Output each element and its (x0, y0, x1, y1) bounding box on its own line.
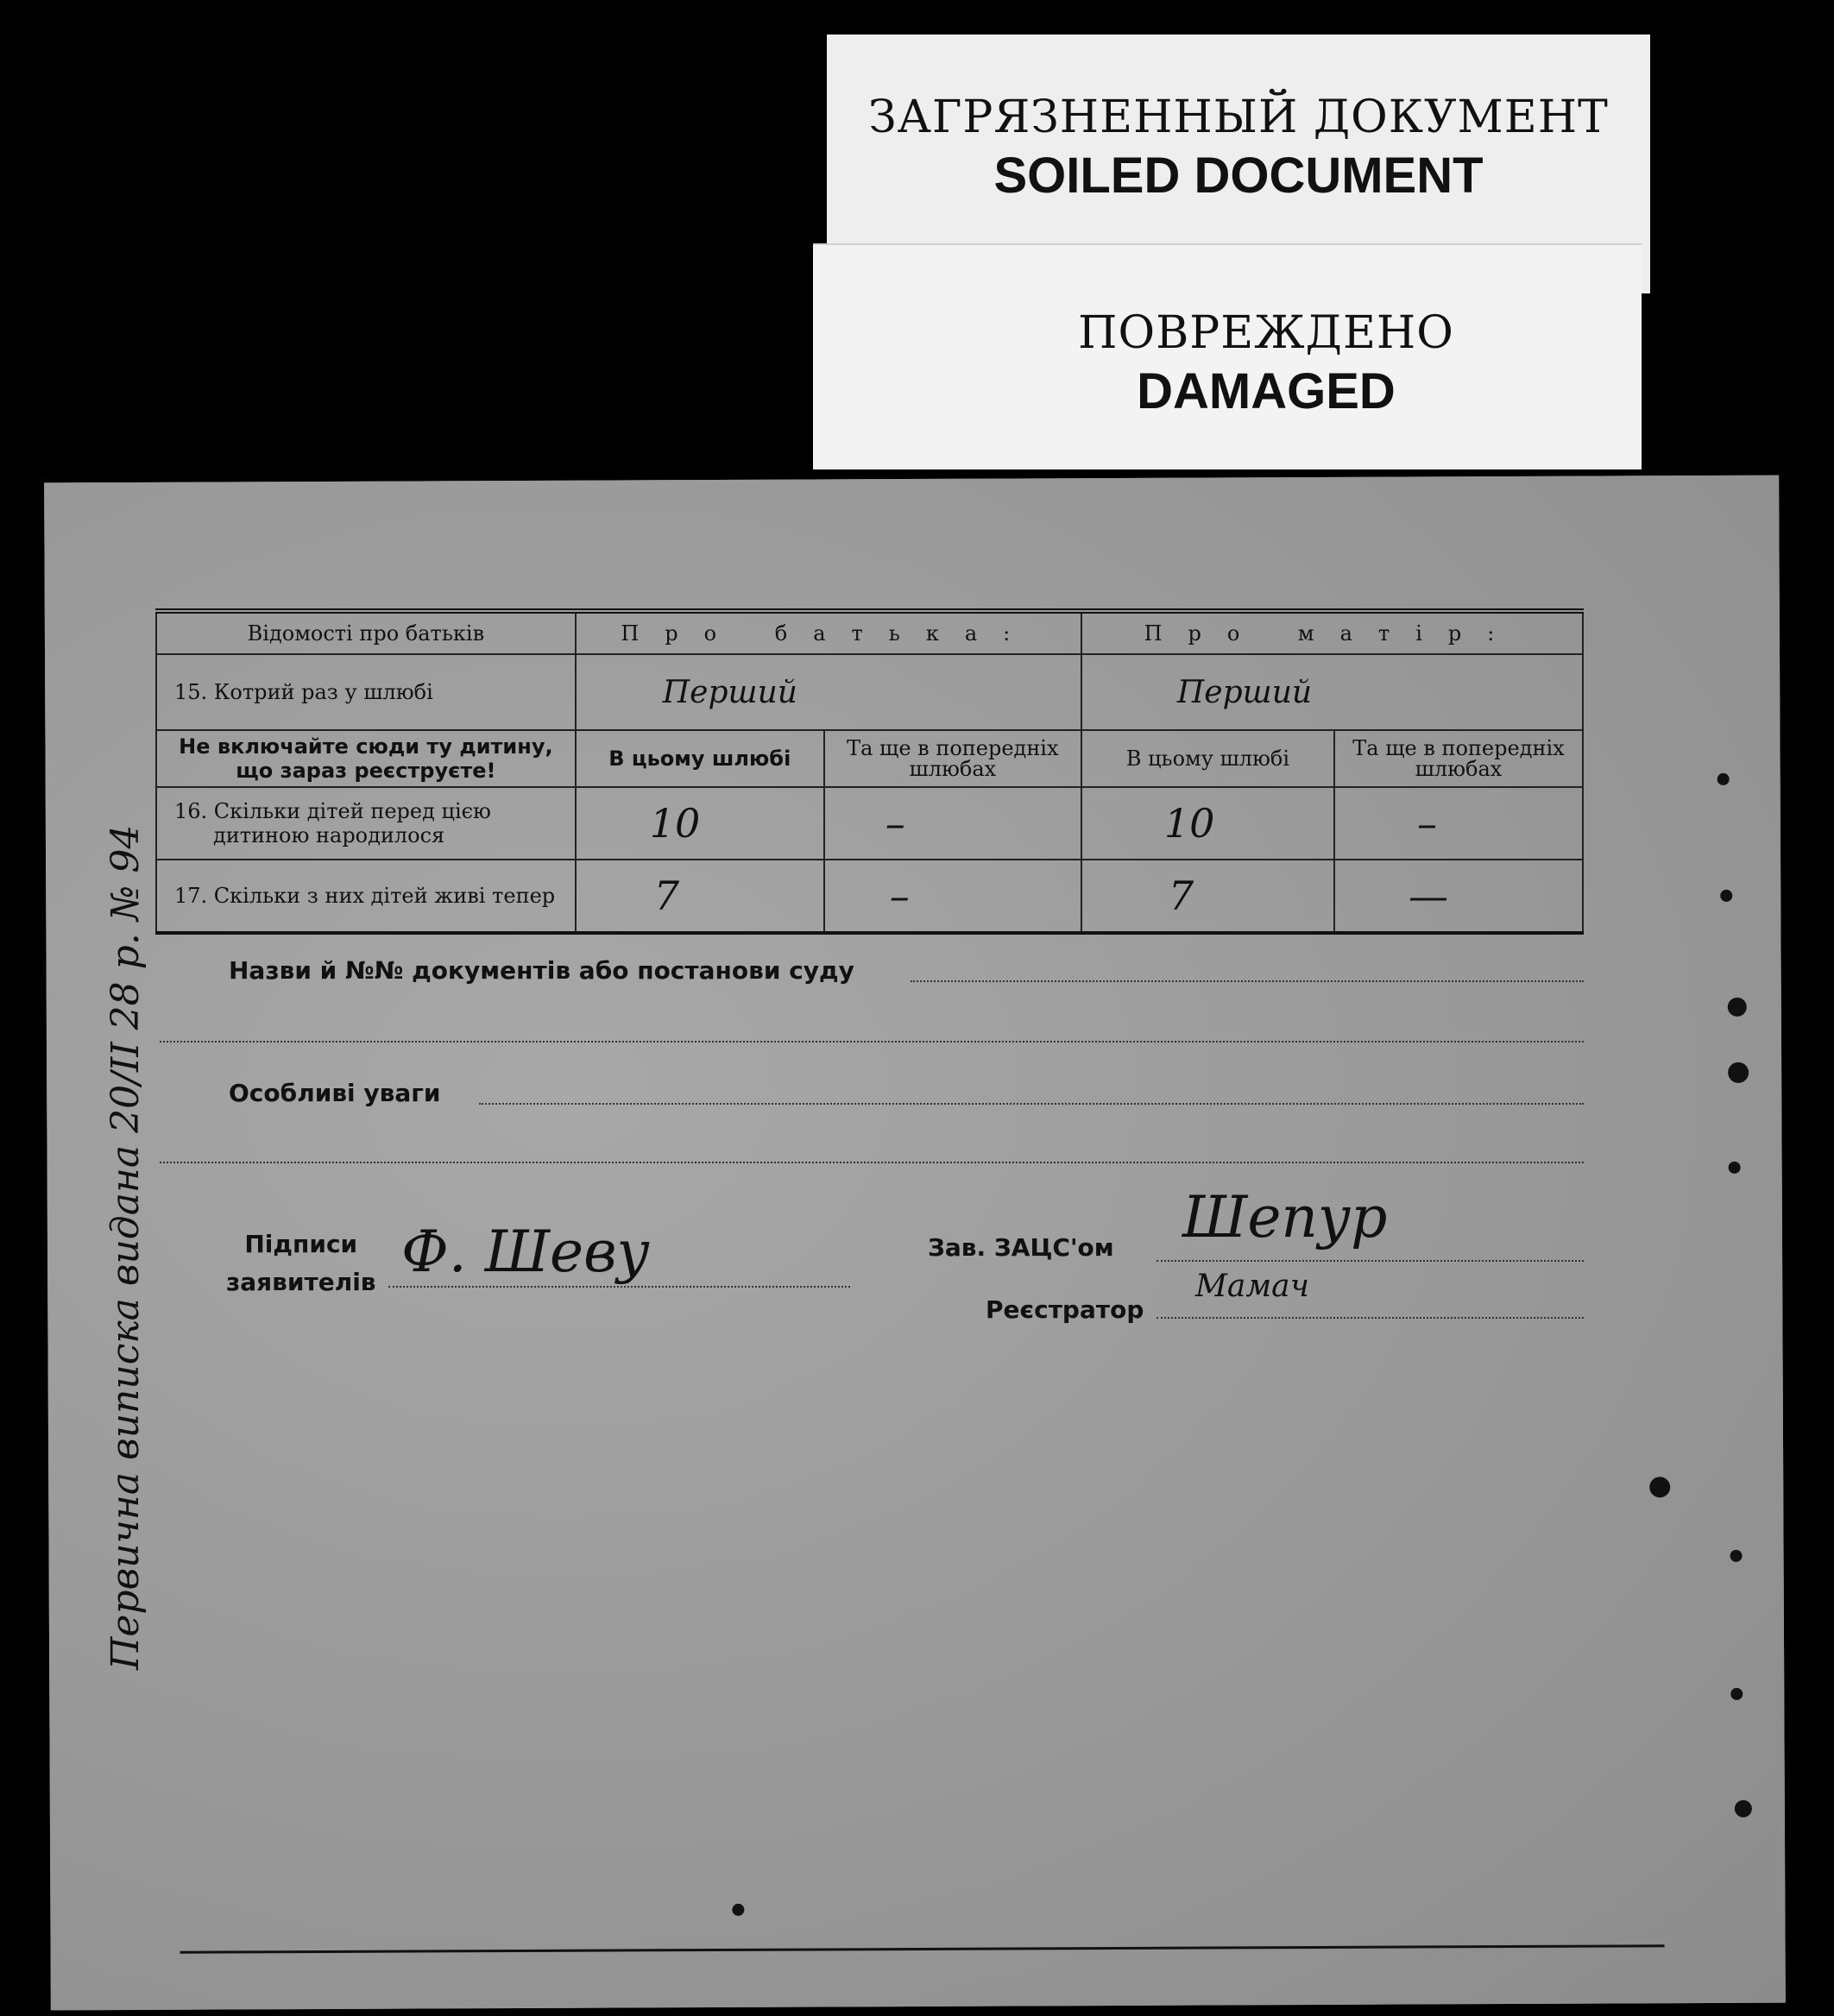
applicant-signature-line (388, 1286, 850, 1288)
punch-hole (1735, 1800, 1752, 1818)
row17-label: 17. Скільки з них дітей живі тепер (156, 860, 576, 933)
row17-father-this-value: 7 (653, 873, 680, 919)
row16-father-prev-value: – (885, 800, 905, 847)
notes-label: Особливі уваги (229, 1079, 441, 1107)
col-father-this-marriage: В цьому шлюбі (576, 730, 824, 787)
punch-hole (1649, 1477, 1670, 1497)
row16-label-line1: 16. Скільки дітей перед цією (174, 799, 491, 823)
row16-mother-this-value: 10 (1163, 800, 1215, 847)
punch-hole (732, 1904, 744, 1916)
row16-mother-prev-value: – (1416, 800, 1437, 847)
col-mother-previous: Та ще в попередніх шлюбах (1334, 730, 1583, 787)
row16-father-this (576, 787, 824, 860)
col-father-previous: Та ще в попередніх шлюбах (824, 730, 1081, 787)
soiled-label-en: SOILED DOCUMENT (993, 148, 1484, 204)
row17-mother-this (1081, 860, 1334, 933)
punch-hole (1728, 998, 1747, 1017)
exclusion-note-line1: Не включайте сюди ту дитину, (179, 734, 553, 759)
punch-hole (1720, 890, 1732, 902)
row15-mother-handwriting: Перший (1176, 674, 1313, 710)
row15-father-handwriting: Перший (662, 674, 797, 710)
row17-mother-prev (1334, 860, 1583, 933)
row15-mother-value (1081, 654, 1583, 730)
parents-table (155, 608, 1584, 935)
header-father: Про батька: (576, 611, 1081, 654)
row16-label (156, 787, 576, 860)
registrar-signature: Мамач (1195, 1269, 1310, 1304)
applicant-signatures-line1: Підписи (244, 1230, 358, 1258)
punch-hole (1730, 1688, 1743, 1700)
row15-label: 15. Котрий раз у шлюбі (156, 654, 576, 730)
punch-hole (1729, 1162, 1741, 1174)
applicant-signatures-label (226, 1225, 376, 1301)
registrar-signature-line (1156, 1317, 1584, 1319)
head-zags-label: Зав. ЗАЦС'ом (928, 1233, 1114, 1262)
punch-hole (1717, 773, 1730, 785)
row17-father-this (576, 860, 824, 933)
margin-handwritten-note: Первична виписка видана 20/II 28 р. № 94 (104, 824, 148, 1670)
row17-mother-this-value: 7 (1168, 873, 1194, 919)
row16-father-this-value: 10 (649, 800, 701, 847)
bottom-rule (180, 1944, 1665, 1954)
punch-hole (1728, 1062, 1749, 1083)
applicant-signature: Ф. Шеву (401, 1219, 650, 1285)
damaged-document-tag (813, 243, 1642, 469)
parents-info-form (155, 608, 1584, 935)
row17-father-prev-value: – (889, 873, 910, 919)
documents-line-2 (160, 1041, 1584, 1043)
col-mother-this-marriage: В цьому шлюбі (1081, 730, 1334, 787)
row16-father-prev (824, 787, 1081, 860)
punch-hole (1730, 1550, 1743, 1562)
notes-line (479, 1103, 1584, 1105)
damaged-label-en: DAMAGED (1137, 363, 1396, 419)
row16-label-line2: дитиною народилося (213, 823, 445, 847)
row16-mother-this (1081, 787, 1334, 860)
soiled-label-ru: ЗАГРЯЗНЕННЫЙ ДОКУМЕНТ (868, 91, 1609, 143)
notes-line-2 (160, 1162, 1584, 1163)
exclusion-note-line2: що зараз реєструєте! (236, 759, 496, 783)
head-signature: Шепур (1182, 1184, 1388, 1251)
row17-father-prev (824, 860, 1081, 933)
row17-mother-prev-value: — (1408, 873, 1448, 919)
documents-label: Назви й №№ документів або постанови суду (229, 956, 854, 985)
header-mother: Про матір: (1081, 611, 1583, 654)
row15-father-value (576, 654, 1081, 730)
damaged-label-ru: ПОВРЕЖДЕНО (1078, 307, 1454, 359)
row16-mother-prev (1334, 787, 1583, 860)
documents-line (911, 980, 1584, 982)
header-parents-label: Відомості про батьків (156, 611, 576, 654)
exclusion-note (156, 730, 576, 787)
head-signature-line (1156, 1260, 1584, 1262)
applicant-signatures-line2: заявителів (226, 1268, 376, 1296)
registrar-label: Реєстратор (986, 1295, 1144, 1324)
